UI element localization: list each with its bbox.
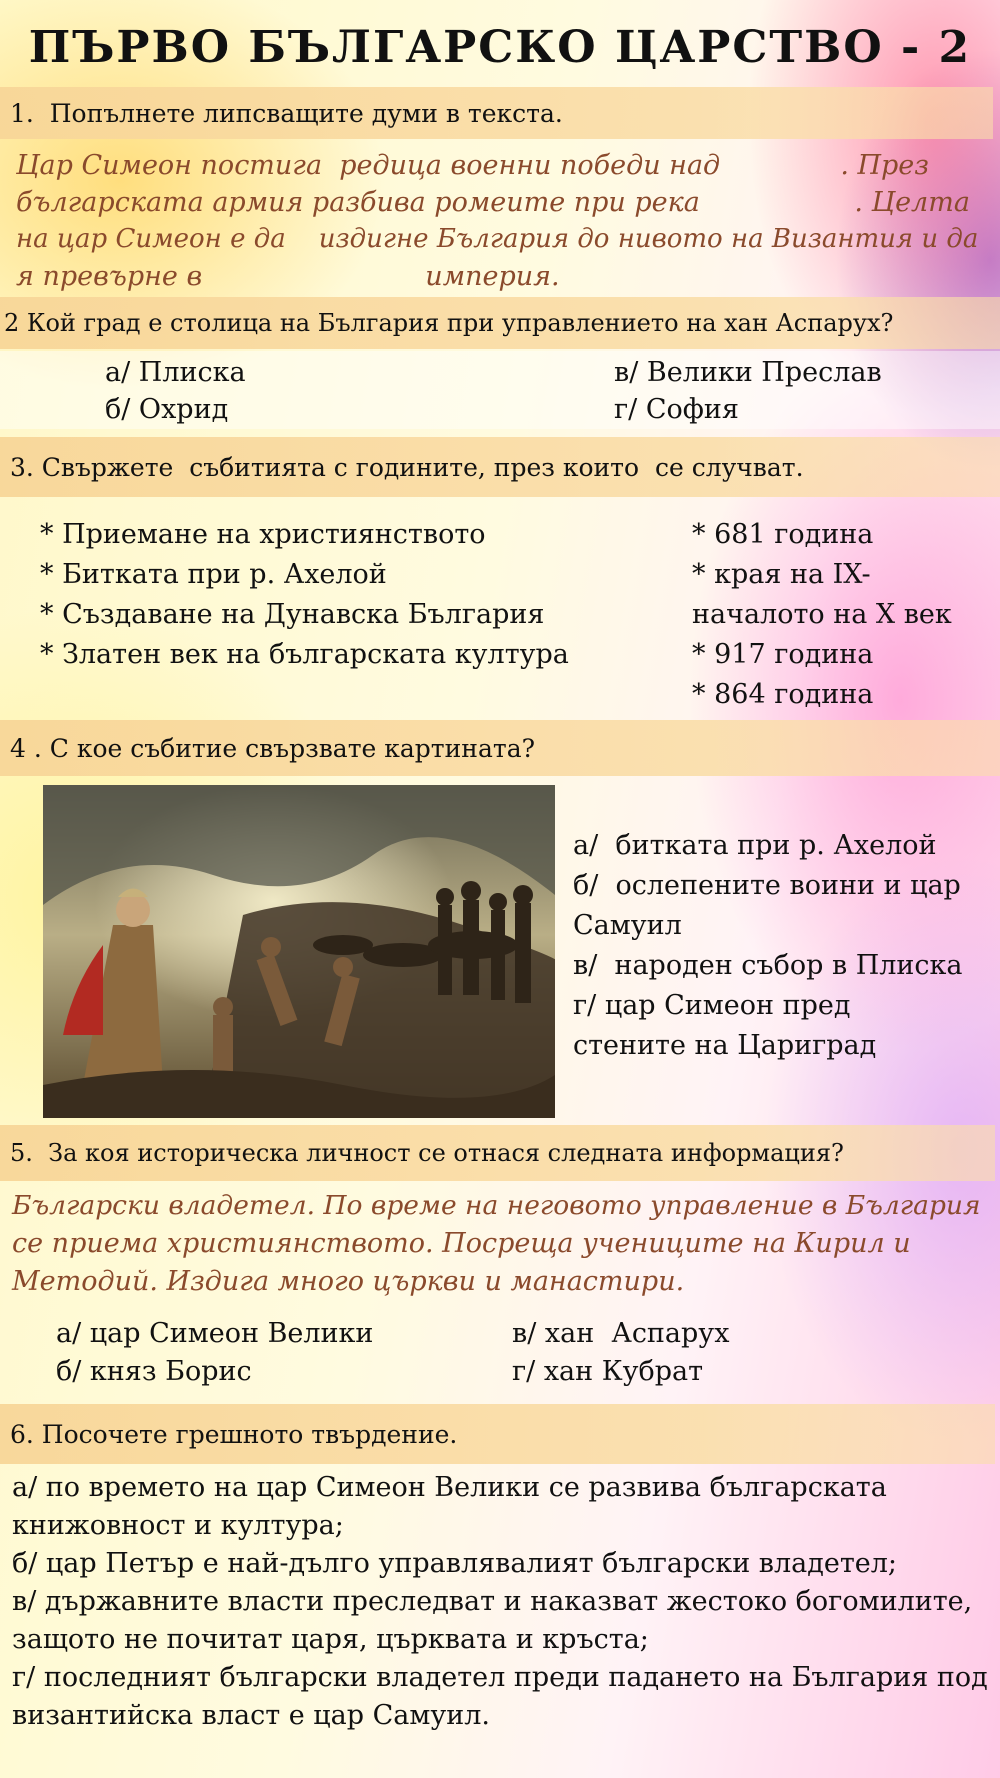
- question-6-option-a-cont[interactable]: книжовност и култура;: [12, 1510, 344, 1541]
- question-6-option-d-cont[interactable]: византийска власт е цар Самуил.: [12, 1700, 490, 1731]
- question-3-header: 3. Свържете събитията с годините, през които се случват.: [0, 437, 1000, 497]
- question-5-header: 5. За коя историческа личност се отнася следната информация?: [0, 1125, 995, 1181]
- question-2-option-a[interactable]: а/ Плиска: [105, 357, 246, 388]
- question-1-line: българската армия разбива ромеите при река . Целта: [16, 187, 970, 218]
- question-5-line: Методий. Издига много църкви и манастири.: [12, 1266, 685, 1297]
- question-5-option-a[interactable]: а/ цар Симеон Велики: [56, 1318, 374, 1349]
- question-2-option-d[interactable]: г/ София: [614, 394, 739, 425]
- event-item[interactable]: * Битката при р. Ахелой: [40, 559, 387, 590]
- question-5-option-b[interactable]: б/ княз Борис: [56, 1356, 252, 1387]
- year-item[interactable]: * 681 година: [692, 519, 874, 550]
- question-6-option-c[interactable]: в/ държавните власти преследват и наказват жестоко богомилите,: [12, 1586, 973, 1617]
- question-4-header: 4 . С кое събитие свързвате картината?: [0, 720, 1000, 776]
- year-item[interactable]: * 864 година: [692, 679, 874, 710]
- question-4-option-d-cont[interactable]: стените на Цариград: [573, 1030, 877, 1061]
- event-item[interactable]: * Приемане на християнството: [40, 519, 486, 550]
- year-item: началото на X век: [692, 599, 952, 630]
- question-5-line: Български владетел. По време на неговото управление в България: [12, 1190, 981, 1221]
- question-4-option-b[interactable]: б/ ослепените воини и цар: [573, 870, 961, 901]
- year-item[interactable]: * 917 година: [692, 639, 874, 670]
- event-item[interactable]: * Създаване на Дунавска България: [40, 599, 545, 630]
- question-4-option-b-cont[interactable]: Самуил: [573, 910, 682, 941]
- question-5-line: се приема християнството. Посреща учениците на Кирил и: [12, 1228, 911, 1259]
- question-1-line: Цар Симеон постига редица военни победи над . През: [16, 150, 930, 181]
- question-5-option-d[interactable]: г/ хан Кубрат: [512, 1356, 704, 1387]
- question-6-option-a[interactable]: а/ по времето на цар Симеон Велики се развива българската: [12, 1472, 887, 1503]
- year-item[interactable]: * края на IX-: [692, 559, 871, 590]
- question-6-option-b[interactable]: б/ цар Петър е най-дълго управлявалият български владетел;: [12, 1548, 898, 1579]
- question-4-option-a[interactable]: а/ битката при р. Ахелой: [573, 830, 937, 861]
- question-6-option-d[interactable]: г/ последният български владетел преди падането на България под: [12, 1662, 988, 1693]
- question-4-option-d[interactable]: г/ цар Симеон пред: [573, 990, 851, 1021]
- question-2-option-c[interactable]: в/ Велики Преслав: [614, 357, 882, 388]
- battle-painting: [43, 785, 555, 1118]
- question-2-option-b[interactable]: б/ Охрид: [105, 394, 229, 425]
- question-1-line: на цар Симеон е да издигне България до нивото на Византия и да: [16, 224, 979, 254]
- page-title: ПЪРВО БЪЛГАРСКО ЦАРСТВО - 2: [28, 22, 972, 73]
- question-6-option-c-cont[interactable]: защото не почитат царя, църквата и кръста;: [12, 1624, 649, 1655]
- question-4-option-c[interactable]: в/ народен събор в Плиска: [573, 950, 963, 981]
- question-1-line: я превърне в империя.: [16, 261, 560, 292]
- question-5-option-c[interactable]: в/ хан Аспарух: [512, 1318, 730, 1349]
- question-6-header: 6. Посочете грешното твърдение.: [0, 1404, 995, 1464]
- question-2-header: 2 Кой град е столица на България при управлението на хан Аспарух?: [0, 297, 1000, 349]
- question-1-header: 1. Попълнете липсващите думи в текста.: [0, 87, 993, 139]
- event-item[interactable]: * Златен век на българската култура: [40, 639, 569, 670]
